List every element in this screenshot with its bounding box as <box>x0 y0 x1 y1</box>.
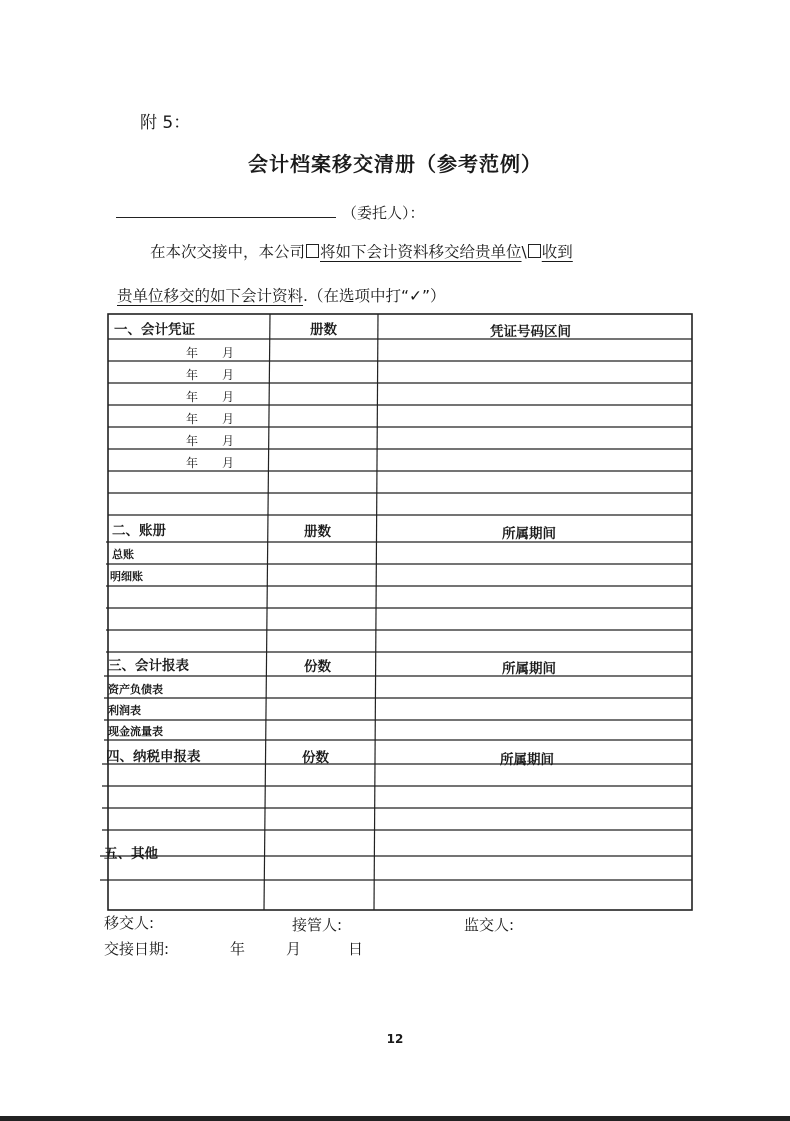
section-5-heading: 五、其他 <box>104 846 158 862</box>
option-transfer: 将如下会计资料移交给贵单位 <box>320 243 522 261</box>
ledger-row-label: 总账 <box>112 548 134 561</box>
paragraph-line-2 <box>117 284 446 306</box>
date-day: 日 <box>348 940 364 958</box>
supervisor-label: 监交人: <box>464 916 515 934</box>
voucher-row-label: 年 月 <box>186 456 235 470</box>
scan-edge <box>0 1116 790 1121</box>
archive-table <box>98 312 695 912</box>
checkbox-receive[interactable] <box>528 244 541 258</box>
section-2-col3: 所属期间 <box>502 526 556 542</box>
report-row-label: 利润表 <box>108 704 141 717</box>
section-2-heading: 二、账册 <box>112 523 166 539</box>
ledger-row-label: 明细账 <box>110 570 143 583</box>
date-year: 年 <box>230 940 246 958</box>
section-3-col2: 份数 <box>304 659 331 675</box>
date-month: 月 <box>286 940 302 958</box>
option-separator: \ <box>521 243 527 261</box>
handover-date-label: 交接日期: <box>104 940 170 958</box>
checkbox-transfer[interactable] <box>306 244 319 258</box>
section-1-col3: 凭证号码区间 <box>490 324 571 340</box>
page-number: 12 <box>386 1032 404 1046</box>
option-receive-part1: 收到 <box>541 243 573 261</box>
voucher-row-label: 年 月 <box>186 434 235 448</box>
voucher-row-label: 年 月 <box>186 412 235 426</box>
paragraph-line-1 <box>150 240 573 262</box>
section-3-heading: 三、会计报表 <box>108 658 189 674</box>
section-1-col2: 册数 <box>310 322 337 338</box>
section-2-col2: 册数 <box>304 524 331 540</box>
para-tail: .（在选项中打“✓”） <box>303 287 446 305</box>
voucher-row-label: 年 月 <box>186 368 235 382</box>
document-title: 会计档案移交清册（参考范例） <box>248 152 542 176</box>
transferor-label: 移交人: <box>104 914 155 932</box>
report-row-label: 资产负债表 <box>108 683 163 696</box>
client-label: （委托人）： <box>342 204 425 222</box>
report-row-label: 现金流量表 <box>108 725 163 738</box>
section-4-heading: 四、纳税申报表 <box>106 749 201 765</box>
receiver-label: 接管人: <box>292 916 343 934</box>
section-4-col2: 份数 <box>302 750 329 766</box>
voucher-row-label: 年 月 <box>186 390 235 404</box>
option-receive-part2: 贵单位移交的如下会计资料 <box>117 287 304 305</box>
appendix-label: 附 5： <box>140 113 191 133</box>
section-3-col3: 所属期间 <box>502 661 556 677</box>
client-name-blank[interactable] <box>116 217 336 218</box>
section-4-col3: 所属期间 <box>500 752 554 768</box>
section-1-heading: 一、会计凭证 <box>114 322 195 338</box>
para-lead: 在本次交接中，本公司 <box>150 243 306 261</box>
voucher-row-label: 年 月 <box>186 346 235 360</box>
